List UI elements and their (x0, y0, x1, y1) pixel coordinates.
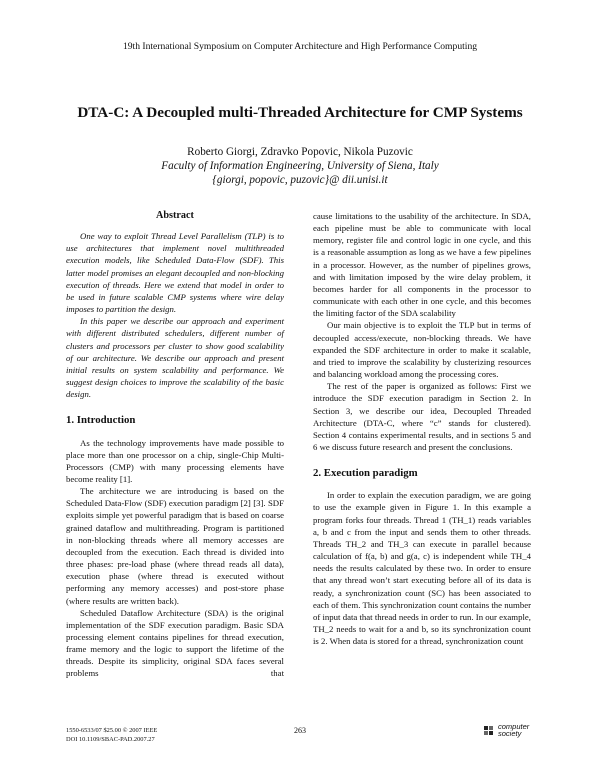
abstract-paragraph: One way to exploit Thread Level Parallelism (TLP) is to use architectures that implement novel multithreaded execution models, like Scheduled Data-Flow (SDF). This latter model promises an elegant decoupled and non-blocking execution of threads. Here we extend that model in order to be used in future scalable CMP systems where wire delay imposes to partition the design. (66, 231, 284, 315)
abstract-body (66, 230, 284, 400)
intro-paragraph: The rest of the paper is organized as follows: First we introduce the SDF execution paradigm in Section 2. In Section 3, we describe our idea, Decoupled Threaded Architecture (DTA-C, where “c” stands for clustered). Section 4 contains experimental results, and in sections 5 and 6 we discuss future research and present the conclusions. (313, 381, 531, 452)
footer-doi: DOI 10.1109/SBAC-PAD.2007.27 (66, 736, 155, 743)
conference-header: 19th International Symposium on Computer Architecture and High Performance Computing (122, 41, 478, 52)
intro-paragraph-continued: cause limitations to the usability of the architecture. In SDA, each pipeline must be able to communicate with local memory, register file and control logic in one cycle, and this is a reasonable assumption as long as we have a few pipelines in a processor. However, as the number of pipelines grows, and with limitation imposed by the wire delay problem, it becomes harder for all components in the processor to communicate with each other in one cycle, and this becomes the limiting factor of the SDA scalability (313, 211, 531, 319)
abstract-heading: Abstract (156, 210, 194, 221)
logo-text (498, 723, 529, 737)
page-number: 263 (294, 726, 306, 735)
section-heading-execution-paradigm: 2. Execution paradigm (313, 467, 418, 480)
intro-paragraph: As the technology improvements have made possible to place more than one processor on a chip, single-Chip Multi-Processors (CMP) with many processing elements have become reality [1]. (66, 437, 284, 484)
paper-authors: Roberto Giorgi, Zdravko Popovic, Nikola Puzovic (187, 146, 413, 158)
section-heading-introduction: 1. Introduction (66, 414, 136, 427)
intro-paragraph: Our main objective is to exploit the TLP but in terms of decoupled access/execute, non-blocking threads. We have expanded the SDF architecture in order to make it scalable, and tried to improve the scalability by clusterizing resources and balancing workload among the processing cores. (313, 320, 531, 380)
right-column (313, 210, 531, 647)
logo-text-line2: society (498, 729, 522, 738)
paper-title: DTA-C: A Decoupled multi-Threaded Architecture for CMP Systems (77, 104, 523, 121)
footer-issn: 1550-6533/07 $25.00 © 2007 IEEE (66, 727, 158, 734)
paper-affiliation: Faculty of Information Engineering, University of Siena, Italy (161, 160, 439, 172)
left-column (66, 210, 284, 680)
computer-society-logo (484, 720, 544, 742)
ieee-computer-society-icon (484, 726, 494, 736)
logo-text-line1: computer (498, 722, 530, 731)
exec-paragraph: In order to explain the execution paradigm, we are going to use the example given in Figure 1. In this example a program forks four threads. Thread 1 (TH_1) reads variables a, b and c from the input and sends them to other threads. Threads TH_2 and TH_3 can execute in parallel because calculation of f(a, b) and g(a, c) is independent while TH_4 needs the results calculated by these two. In order to ensure that any thread won’t start executing before all of its data is ready, a synchronization count (SC) has been associated to each of them. This synchronization count contains the number of input data that thread needs in order to run. In our example, TH_2 needs to wait for a and b, so its synchronization count is 2. When data is stored for a thread, synchronization count (313, 490, 531, 647)
paper-email: {giorgi, popovic, puzovic}@ dii.unisi.it (212, 174, 388, 186)
intro-paragraph: The architecture we are introducing is based on the Scheduled Data-Flow (SDF) execution paradigm [2] [3]. SDF exploits simple yet powerful paradigm that is based on coarse grained dataflow and multithreading. Program is partitioned in non-blocking threads where all memory accesses are decoupled from the execution. Each thread is divided into three phases: pre-load phase (where thread reads all data), execution phase (where thread is executed without performing any memory accesses) and post-store phase (where results are written back). (66, 486, 284, 606)
abstract-paragraph: In this paper we describe our approach and experiment with different distributed schedulers, different number of clusters and processors per cluster to show good scalability of our architecture. We describe our approach and present initial results on system scalability and performance. We suggest design choices to improve the scalability of the basic design. (66, 316, 284, 400)
intro-paragraph-split: Scheduled Dataflow Architecture (SDA) is the original implementation of the SDF execution paradigm. Basic SDA processing element contains pipelines for thread execution, frame memory and the logic to support the lifetime of the threads. Despite its simplicity, original SDA faces several problems that (66, 607, 284, 679)
